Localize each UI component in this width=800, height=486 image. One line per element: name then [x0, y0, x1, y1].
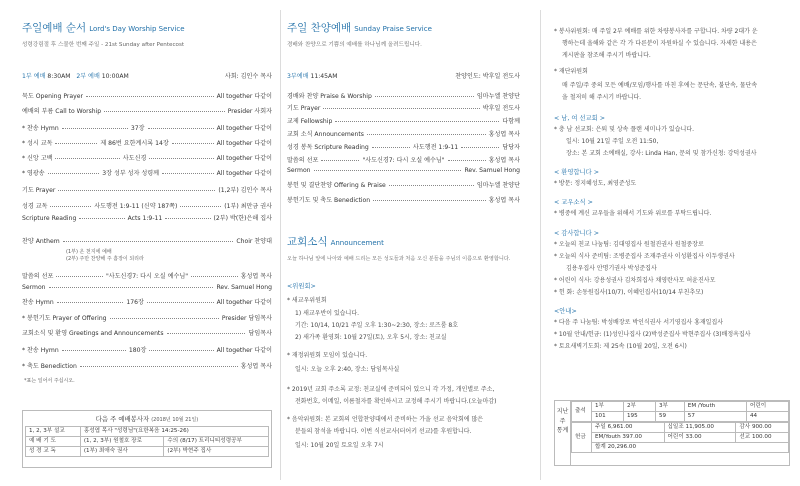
service-times: [22, 72, 272, 81]
table-cell: 홍성엽 목사 "성령님"(요한복음 14:25-26): [80, 427, 268, 437]
table-row: [26, 447, 269, 457]
note-line: * 봉사위원회: 매 주일 2부 예배를 위한 차량봉사자를 구합니다. 차량 2대가 운: [554, 28, 758, 35]
next-week-table: [25, 426, 269, 457]
officiant: 사회: 김인수 목사: [224, 72, 272, 80]
section-heading: <안내>: [554, 308, 577, 315]
section-line: * 방문: 정지혜성도, 최영준성도: [554, 180, 637, 187]
dot-leader: [165, 218, 210, 219]
news-title-en: Announcement: [330, 239, 384, 247]
news-intro: 오늘 하나님 앞에 나아와 예배 드리는 모든 성도들과 처음 오신 분들을 주님의 이름으로 환영합니다.: [287, 256, 511, 262]
header-cell: 2부: [623, 402, 655, 412]
dot-leader: [49, 287, 214, 288]
order-item: [287, 143, 520, 152]
dot-leader: [448, 160, 486, 161]
order-item: [287, 181, 520, 190]
order-item: [22, 214, 272, 223]
order-item-label: Sermon: [22, 283, 46, 291]
order-item: [287, 166, 520, 175]
order-item: [287, 92, 520, 101]
order-item-label: * 찬송 Hymn: [22, 124, 59, 132]
offering-cell: 감사 900.00: [736, 422, 789, 432]
stats-side-label: [555, 401, 571, 465]
page-title: [22, 22, 185, 35]
table-row: [26, 437, 269, 447]
table-row: [572, 432, 789, 442]
order-item-label: * 신앙 고백: [22, 154, 53, 162]
dot-leader: [147, 302, 214, 303]
section-line: * 헌 화: 손동원집사(10/7), 이혜인집사(10/14 부친추모): [554, 289, 704, 296]
order-item-leader: (1,2부) 김인수 목사: [218, 186, 272, 194]
announcements-column: [554, 0, 790, 486]
attend-cell: 195: [623, 411, 655, 421]
order-item: [22, 283, 272, 292]
order-item-leader: All together 다같이: [216, 124, 273, 132]
news-line: 기간: 10/14, 10/21 주일 오후 1:30~2:30, 장소: 로즈룸 8호: [295, 322, 459, 329]
news-line: 일시: 10월 20일 토요일 오후 7시: [295, 442, 384, 449]
table-cell: 예 배 기 도: [26, 437, 81, 447]
note-line: 행하는데 올해와 같은 각 가 다른분이 자원하실 수 있습니다. 자세한 내용은: [562, 40, 757, 47]
order-item: [22, 124, 272, 133]
order-item: [22, 139, 272, 148]
praise-time-value: 11:45AM: [310, 72, 338, 80]
dot-leader: [57, 302, 124, 303]
header-cell: 3부: [655, 402, 684, 412]
section-line: * 토요새벽기도회: 제 25속 (10월 20일, 오전 6시): [554, 343, 687, 350]
table-cell: 수의 (8/17) 트리니티성령공부: [164, 437, 269, 447]
order-item-detail: 3장 성부 성자 성령께: [102, 169, 160, 177]
stats-side2: 주: [559, 417, 566, 425]
order-item-leader: Rev. Samuel Hong: [216, 283, 272, 291]
table-row: [26, 427, 269, 437]
time2: 10:00AM: [101, 72, 129, 80]
order-item-leader: 담임목사: [248, 329, 272, 337]
anthem-note: (2부) 주만 찬양해 주 흠장이 되리라: [66, 256, 144, 262]
order-item-leader: All together 다같이: [216, 298, 273, 306]
news-line: 2) 새가족 환영회: 10월 27일(토), 오후 5시, 장소: 친교실: [295, 334, 447, 341]
section-line: * 다음 주 나눔팀: 박성배장로 박인식권사 서기영집사 홍재일집사: [554, 319, 724, 326]
dot-leader: [323, 108, 479, 109]
news-line: 전화번호, 이메일, 이름철자를 확인하시고 교정해 주시기 바랍니다.(오늘마감): [295, 398, 497, 405]
dot-leader: [389, 185, 474, 186]
order-item-label: 교제 Fellowship: [287, 117, 333, 125]
order-item: [287, 196, 520, 205]
note-line: 매 주일/주 중의 모든 예배/모임/행사를 마친 후에는 문단속, 불단속, 물단속: [562, 82, 758, 89]
dot-leader: [48, 173, 100, 174]
dot-leader: [55, 143, 97, 144]
order-item-label: * 성시 교독: [22, 139, 53, 147]
section-line: * 어린이 식사: 강용성권사 김차희집사 채영란사모 허윤진사모: [554, 277, 716, 284]
table-row: [572, 402, 789, 412]
dot-leader: [335, 121, 499, 122]
offering-cell: EM/Youth 397.00: [592, 432, 665, 442]
order-item-leader: Rev. Samuel Hong: [464, 166, 520, 174]
order-item: [22, 314, 272, 323]
order-item-leader: 홍성엽 목사: [488, 196, 520, 204]
order-item-leader: (2부) 박(한)은해 집사: [213, 214, 272, 222]
dot-leader: [372, 147, 410, 148]
section-heading: < 감사합니다 >: [554, 230, 599, 237]
offering-label: 헌금: [572, 422, 592, 452]
dot-leader: [149, 350, 213, 351]
offering-total: 합계 20,296.00: [592, 442, 789, 452]
order-item-leader: 임마누엘 찬양단: [476, 181, 520, 189]
order-item-leader: Presider 사회자: [227, 107, 272, 115]
order-item-label: 교회 소식 Announcements: [287, 130, 364, 138]
dot-leader: [110, 318, 219, 319]
order-item: [22, 272, 272, 281]
order-item-leader: (1부) 최만금 권사: [224, 202, 273, 210]
table-cell: (1, 2, 3부) 원철호 장로: [80, 437, 164, 447]
committee-heading: <위원회>: [287, 283, 316, 290]
dot-leader: [62, 128, 128, 129]
order-item-label: 묵도 Opening Prayer: [22, 92, 84, 100]
attend-cell: 101: [592, 411, 624, 421]
order-item-leader: 홍성엽 목사: [488, 130, 520, 138]
table-cell: (1부) 최애숙 권사: [80, 447, 164, 457]
order-item-leader: 임마누엘 찬양단: [476, 92, 520, 100]
dot-leader: [172, 143, 214, 144]
order-item-label: 찬송 Hymn: [22, 298, 54, 306]
order-item: [22, 92, 272, 101]
title-ko: 주일예배 순서: [22, 22, 87, 34]
attend-cell: 44: [746, 411, 788, 421]
order-item: [287, 130, 520, 139]
dot-leader: [461, 147, 499, 148]
order-item-label: 경배와 찬양 Praise & Worship: [287, 92, 372, 100]
order-item-label: 예배의 부름 Call to Worship: [22, 107, 102, 115]
order-item-leader: 홍성엽 목사: [488, 156, 521, 164]
news-line: 1) 새교우반이 있습니다.: [295, 310, 360, 317]
section-line: 김용우집사 안명기권사 박성준집사: [566, 265, 657, 272]
order-item: [22, 107, 272, 116]
news-line: 일시: 오늘 오후 2:40, 장소: 담임목사실: [295, 366, 400, 373]
dot-leader: [62, 350, 126, 351]
order-item-detail: 사도행전 1:9-11: [412, 143, 459, 151]
dot-leader: [162, 173, 214, 174]
dot-leader: [55, 158, 119, 159]
subtitle: 성령강림절 후 스물한 번째 주일 - 21st Sunday after Pentecost: [22, 42, 185, 48]
order-item-label: 기도 Prayer: [287, 104, 321, 112]
next-week-title-text: 다음 주 예배봉사자: [95, 415, 150, 423]
section-line: * 병중에 계신 교우들을 위해서 기도와 위로를 부탁드립니다.: [554, 210, 712, 217]
dot-leader: [321, 160, 359, 161]
news-line: * 음악위원회: 본 교회의 언합찬양대에서 준비하는 가을 선교 음악회에 많은: [287, 416, 484, 423]
table-cell: (2부) 박현주 집사: [164, 447, 269, 457]
praise-subtitle: 경배와 찬양으로 기쁨의 예배를 하나님께 올려드립니다.: [287, 42, 422, 48]
dot-leader: [58, 190, 215, 191]
stand-note: *표는 일어서 주십시오.: [24, 378, 75, 384]
order-item-label: Sermon: [287, 166, 311, 174]
order-item-leader: Presider 담임목사: [221, 314, 272, 322]
header-cell: 어린이: [746, 402, 788, 412]
order-item-leader: All together 다같이: [216, 346, 272, 354]
order-item: [22, 329, 272, 338]
order-item-leader: Choir 찬양대: [236, 237, 272, 245]
order-item-label: 말씀의 선포: [22, 272, 54, 280]
order-item-detail: 180장: [128, 346, 147, 354]
order-item: [22, 362, 272, 371]
next-week-date: (2018년 10월 21일): [151, 417, 199, 423]
order-item-label: * 봉헌기도 Prayer of Offering: [22, 314, 107, 322]
dot-leader: [56, 276, 103, 277]
column-divider: [540, 10, 541, 480]
stats-table-wrap: [571, 401, 789, 453]
anthem-note: (1부) 온 천지에 예배: [66, 249, 112, 255]
dot-leader: [148, 128, 214, 129]
next-week-title: [25, 415, 269, 423]
order-item-detail: 제 86번 요한계시록 14장: [100, 139, 169, 147]
order-item-detail: Acts 1:9-11: [127, 214, 163, 222]
section-heading: < 환영합니다 >: [554, 169, 599, 176]
dot-leader: [63, 241, 234, 242]
order-item-leader: 홍성엽 목사: [240, 272, 273, 280]
order-item: [22, 186, 272, 195]
order-item: [22, 154, 272, 163]
order-item-detail: 사도신경: [122, 154, 147, 162]
news-line: * 2019년 교회 주소록 교정: 친교실에 준비되어 있으니 각 가정, 개인별로 주소,: [287, 386, 495, 393]
news-line: * 재정위원회 모임이 있습니다.: [287, 352, 368, 359]
dot-leader: [191, 276, 238, 277]
dot-leader: [80, 366, 238, 367]
order-item-label: Scripture Reading: [22, 214, 77, 222]
time2-label: 2부 예배: [76, 72, 100, 80]
offering-cell: 주일 6,961.00: [592, 422, 665, 432]
order-item-leader: 담당자: [502, 143, 521, 151]
dot-leader: [167, 333, 246, 334]
section-line: * 충 남 선교회: 은퇴 및 상속 플랜 세미나가 있습니다.: [554, 126, 695, 133]
order-item-leader: 다함께: [502, 117, 520, 125]
order-item-label: 봉헌기도 및 축도 Benediction: [287, 196, 371, 204]
note-line: 을 철저히 해 주시기 바랍니다.: [562, 94, 642, 101]
order-item: [287, 117, 520, 126]
order-item: [22, 169, 272, 178]
table-row: [572, 422, 789, 432]
dot-leader: [149, 158, 213, 159]
order-item-label: * 영광송: [22, 169, 45, 177]
order-item-label: 말씀의 선포: [287, 156, 319, 164]
table-row: [572, 411, 789, 421]
praise-officiant: 찬양인도: 박후일 전도사: [455, 72, 520, 80]
praise-title-en: Sunday Praise Service: [354, 25, 432, 33]
order-item: [287, 104, 520, 113]
attend-cell: 57: [684, 411, 746, 421]
attend-cell: 59: [655, 411, 684, 421]
stats-box: [554, 400, 790, 466]
section-heading: < 남, 여 선교회 >: [554, 115, 605, 122]
dot-leader: [373, 200, 485, 201]
order-item-label: * 축도 Benediction: [22, 362, 77, 370]
praise-title: [287, 22, 432, 35]
praise-time-label: 3부예배: [287, 72, 309, 80]
column-divider: [280, 10, 281, 480]
attend-label: 출석: [572, 402, 592, 422]
news-title: [287, 236, 384, 249]
stats-side3: 통계: [556, 427, 569, 435]
next-week-box: [22, 410, 272, 468]
offering-table: [571, 422, 789, 453]
order-item-detail: "사도신경7: 다시 오실 예수님": [362, 156, 445, 164]
order-item-detail: 176장: [126, 298, 144, 306]
order-item-leader: 홍성엽 목사: [240, 362, 272, 370]
attendance-table: [571, 401, 789, 422]
dot-leader: [375, 96, 474, 97]
time1: 8:30AM: [47, 72, 71, 80]
note-line: * 재단위원회: [554, 68, 588, 75]
dot-leader: [86, 96, 214, 97]
praise-service-column: [287, 0, 520, 486]
section-line: * 오늘의 친교 나눔팀: 김대영집사 원철진권사 원철중장로: [554, 241, 704, 248]
stats-side1: 지난: [556, 408, 569, 415]
table-cell: 1, 2, 3부 설교: [26, 427, 81, 437]
order-item-label: 성경 봉독 Scripture Reading: [287, 143, 369, 151]
order-item-detail: 사도행전 1:9-11 (신약 187쪽): [94, 202, 178, 210]
praise-title-ko: 주일 찬양예배: [287, 22, 352, 34]
order-item-label: 기도 Prayer: [22, 186, 56, 194]
order-item: [287, 156, 520, 165]
offering-cell: 십일조 11,905.00: [664, 422, 736, 432]
order-item: [22, 237, 272, 246]
news-line: 분들의 참석을 바랍니다. 이번 식선교사(터어키 선교)를 후원합니다.: [295, 428, 472, 435]
dot-leader: [104, 111, 225, 112]
order-item: [22, 298, 272, 307]
section-line: 장소: 본 교회 소예배실, 강사: Linda Han, 문의 및 참가신청: 강덕성권사: [566, 150, 757, 157]
order-item-leader: All together 다같이: [216, 169, 272, 177]
dot-leader: [79, 218, 124, 219]
section-line: * 10월 안내/헌금: (1)성인나집사 (2)박성준집사 박현주집사 (3)배정옥집사: [554, 331, 751, 338]
order-item: [22, 202, 272, 211]
order-item-detail: 37장: [130, 124, 145, 132]
header-cell: 1부: [592, 402, 624, 412]
news-title-ko: 교회소식: [287, 236, 328, 248]
offering-cell: 어린이 33.00: [664, 432, 736, 442]
order-item-leader: All together 다같이: [216, 92, 272, 100]
section-line: 일시: 10월 21일 주일 오전 11:50,: [566, 138, 659, 145]
note-line: 게시판을 참조해 주시기 바랍니다.: [562, 52, 651, 59]
dot-leader: [367, 134, 486, 135]
order-item-label: 찬양 Anthem: [22, 237, 60, 245]
order-item-label: 성경 교독: [22, 202, 48, 210]
order-item: [22, 346, 272, 355]
dot-leader: [314, 170, 462, 171]
table-row: [572, 442, 789, 452]
order-item-label: 봉헌 및 결단찬양 Offering & Praise: [287, 181, 386, 189]
news-line: * 새교우위원회: [287, 297, 327, 304]
section-line: * 오늘의 식사 준비팀: 조병준집사 조재주권사 이성환집사 이두생권사: [554, 253, 735, 260]
worship-order-column: [22, 0, 272, 486]
order-item-detail: "사도신경7: 다시 오실 예수님": [105, 272, 189, 280]
time1-label: 1부 예배: [22, 72, 46, 80]
section-heading: < 교우소식 >: [554, 199, 593, 206]
offering-cell: 선교 100.00: [736, 432, 789, 442]
table-cell: 성 경 교 독: [26, 447, 81, 457]
dot-leader: [180, 206, 221, 207]
order-item-leader: All together 다같이: [216, 154, 273, 162]
title-en: Lord's Day Worship Service: [89, 25, 185, 33]
order-item-label: * 찬송 Hymn: [22, 346, 59, 354]
order-item-leader: 박후일 전도사: [482, 104, 520, 112]
order-item-label: 교회소식 및 환영 Greetings and Announcements: [22, 329, 164, 337]
header-cell: EM /Youth: [684, 402, 746, 412]
praise-time: [287, 72, 520, 81]
order-item-leader: All together 다같이: [216, 139, 273, 147]
dot-leader: [50, 206, 91, 207]
